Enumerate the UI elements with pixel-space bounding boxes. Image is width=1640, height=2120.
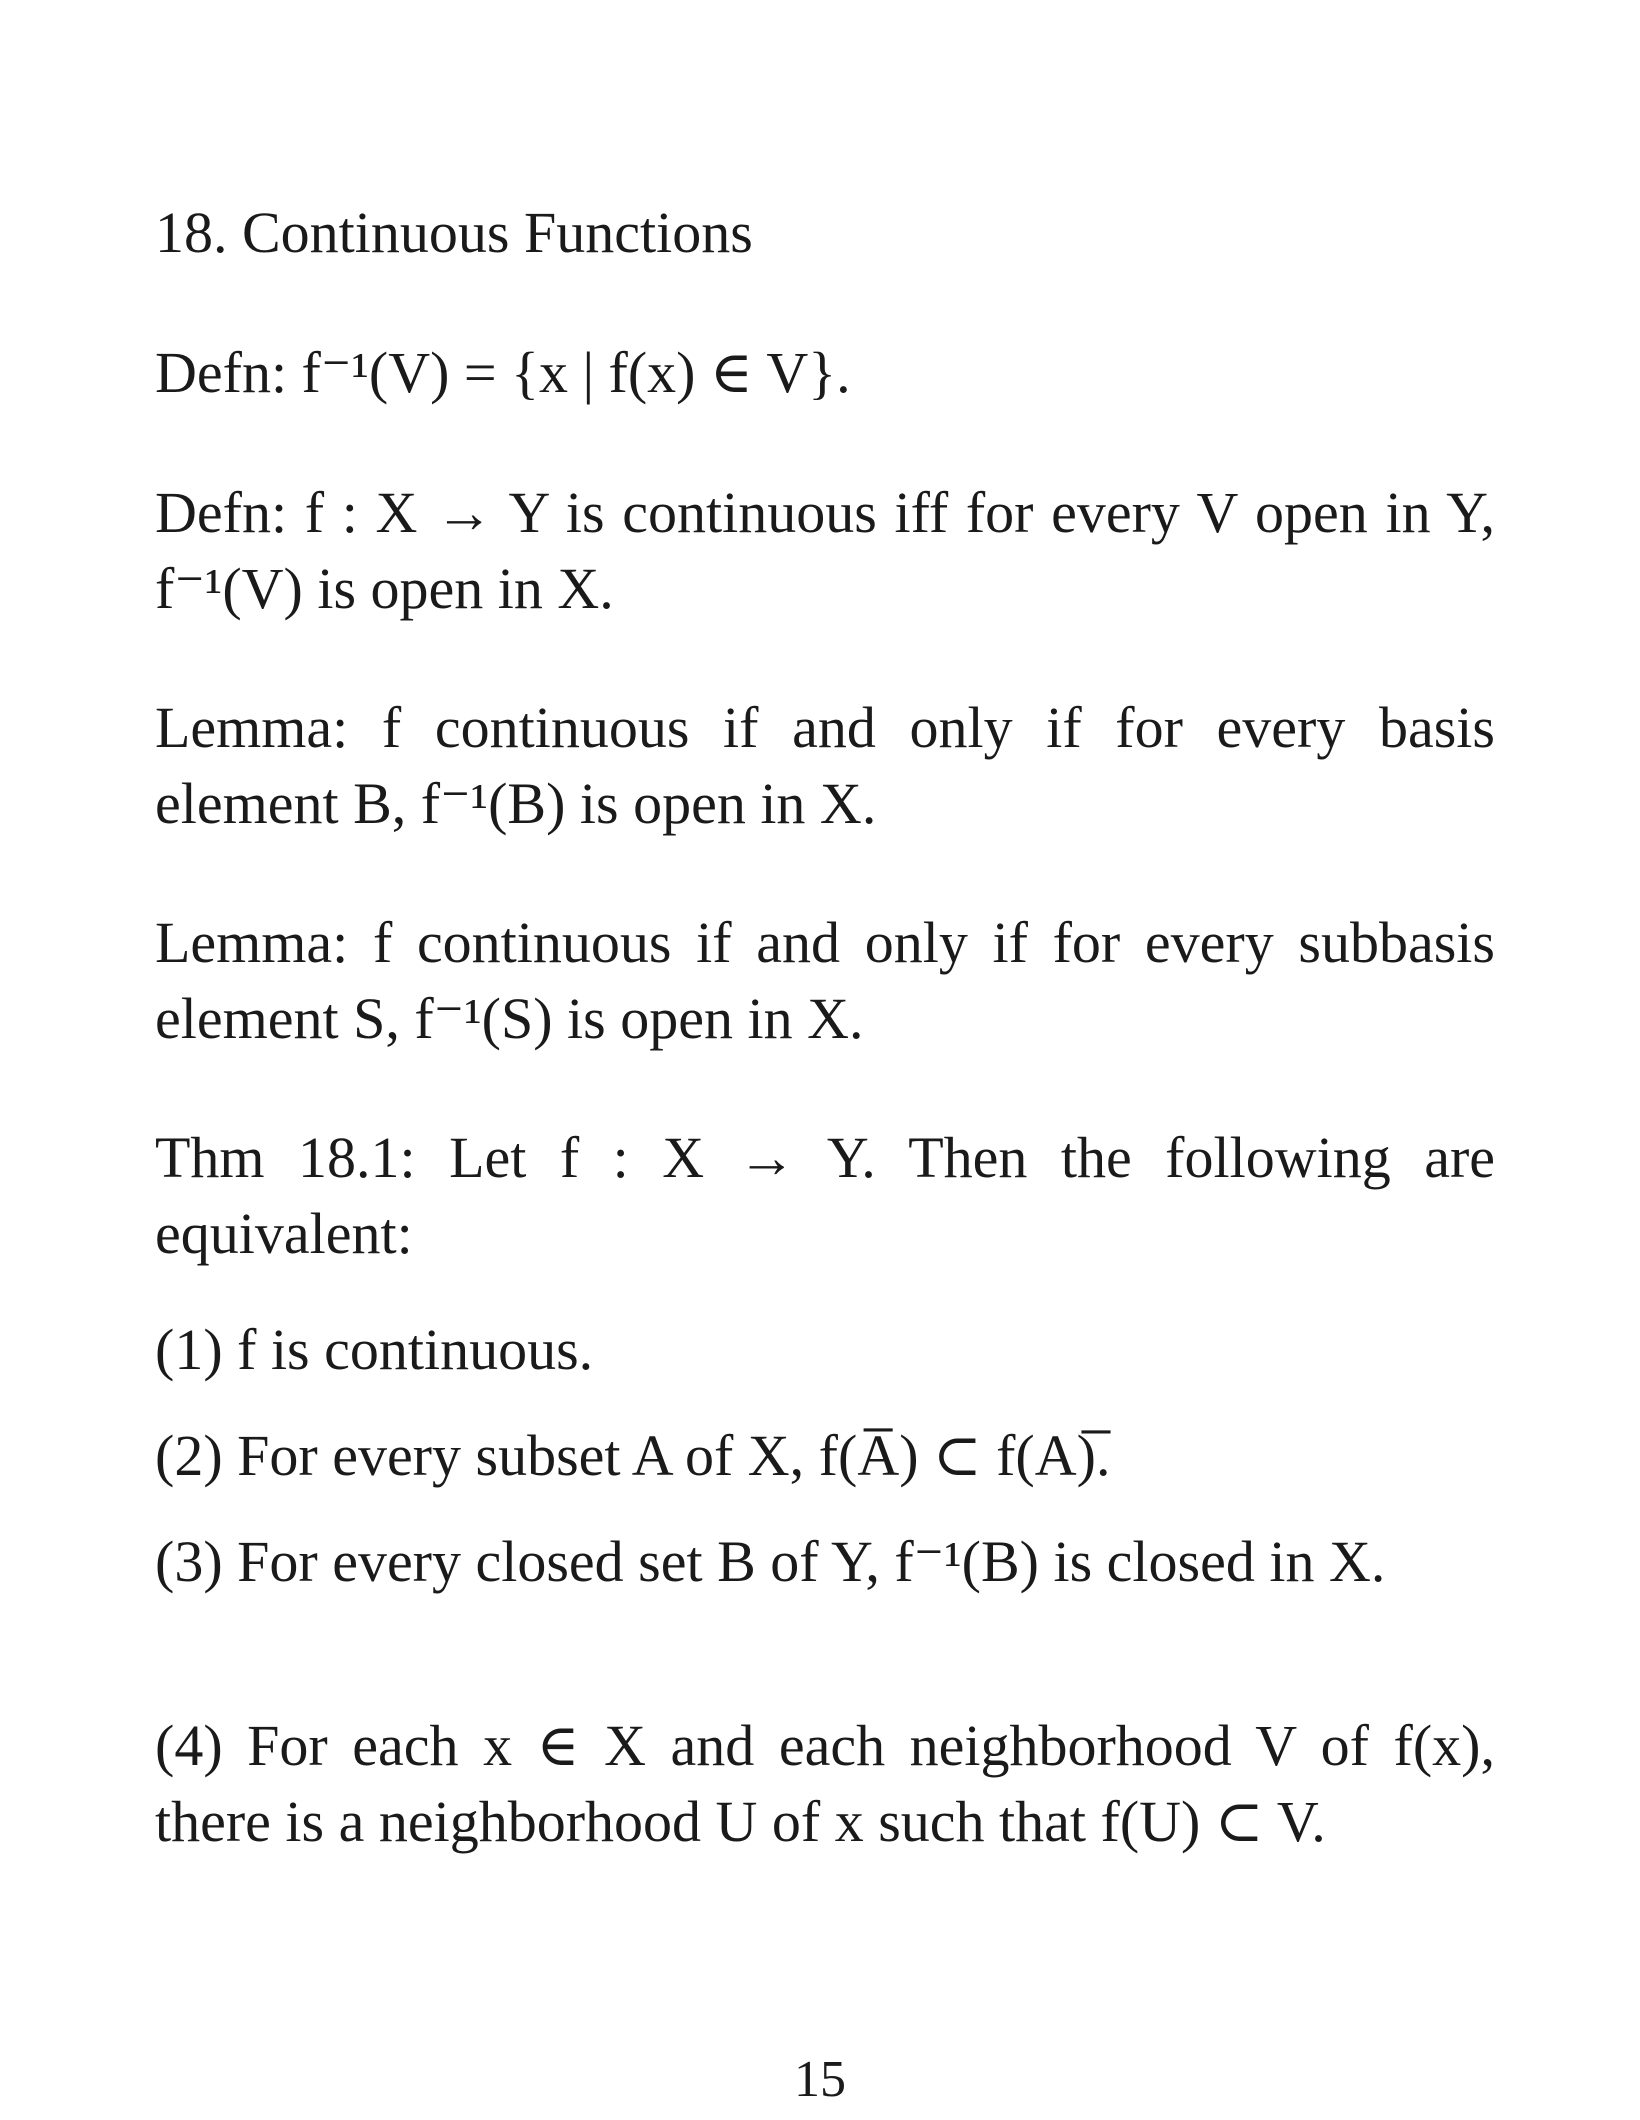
lemma-subbasis: Lemma: f continuous if and only if for every subbasis element S, f⁻¹(S) is open in X.: [155, 910, 1495, 1051]
lemma-basis: Lemma: f continuous if and only if for every basis element B, f⁻¹(B) is open in X.: [155, 695, 1495, 836]
theorem-item-3: (3) For every closed set B of Y, f⁻¹(B) is closed in X.: [155, 1529, 1386, 1594]
section-heading: 18. Continuous Functions: [155, 200, 753, 265]
page-number: 15: [794, 2051, 846, 2108]
theorem-item-1: (1) f is continuous.: [155, 1317, 594, 1382]
theorem-item-4: (4) For each x ∈ X and each neighborhood V of f(x), there is a neighborhood U of x such that f(U) ⊂ V.: [155, 1713, 1495, 1854]
theorem-18-1: Thm 18.1: Let f : X → Y. Then the following are equivalent:: [155, 1125, 1495, 1266]
definition-preimage: Defn: f⁻¹(V) = {x | f(x) ∈ V}.: [155, 340, 851, 405]
definition-continuous: Defn: f : X → Y is continuous iff for every V open in Y, f⁻¹(V) is open in X.: [155, 480, 1495, 621]
theorem-item-2: (2) For every subset A of X, f(A̅) ⊂ f(A)̅.: [155, 1423, 1111, 1488]
